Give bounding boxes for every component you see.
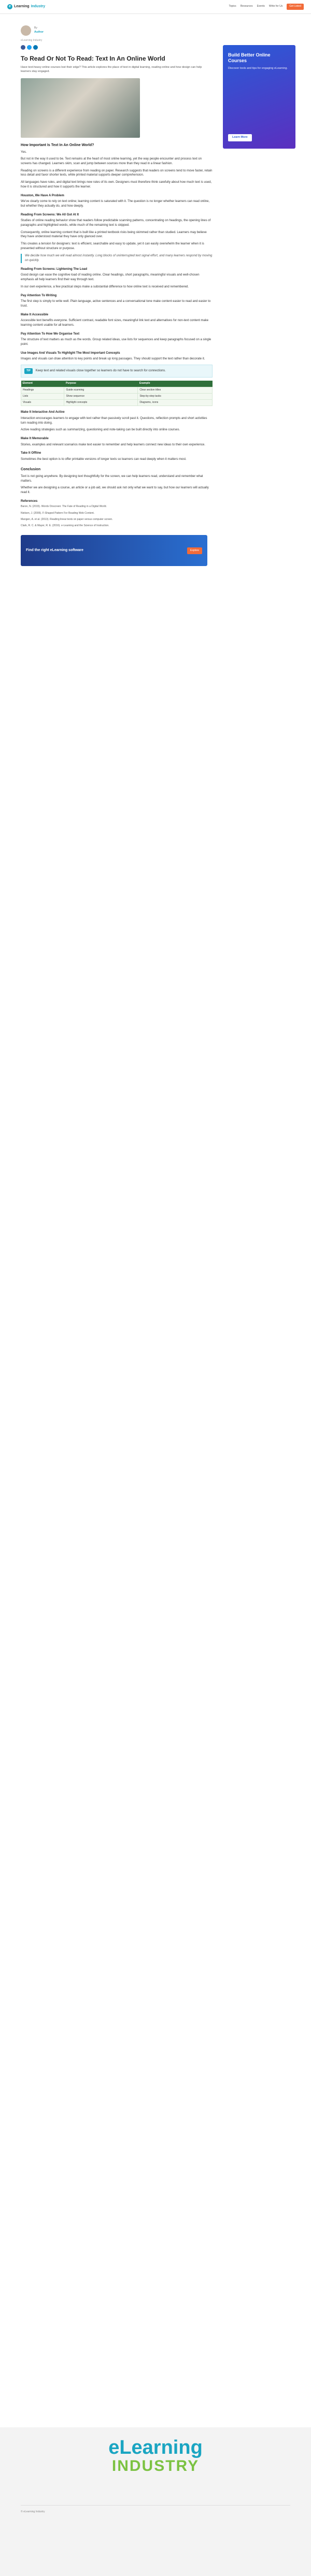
nav-item-resources[interactable]: Resources (240, 5, 253, 8)
footer (0, 2427, 311, 2576)
author-name-link[interactable]: Author (34, 30, 44, 34)
paragraph: Stories, examples and relevant scenarios make text easier to remember and help learners connect new ideas to their own experience. (21, 443, 205, 446)
author-block (21, 25, 213, 36)
table-row (21, 400, 213, 406)
paragraph: Good design can ease the cognitive load of reading online. Clear headings, short paragraphs, meaningful visuals and well-chosen emphasis all help learners find their way through text. (21, 273, 200, 282)
share-buttons (21, 45, 213, 50)
paragraph: All languages have rules, and digital text brings new rules of its own. Designers must therefore think carefully about how much text is used, how it is structured and how it supports the learner. (21, 181, 212, 189)
heading-offline: Take It Offline (21, 452, 41, 455)
paragraph: Images and visuals can draw attention to key points and break up long passages. They should support the text rather than decorate it. (21, 357, 205, 361)
heading-screens: Reading From Screens: We All Got At It (21, 213, 79, 216)
heading-interactive: Make It Interactive And Active (21, 411, 65, 414)
tip-badge: TIP (24, 368, 33, 374)
heading-images: Use Images And Visuals To Highlight The Most Important Concepts (21, 351, 120, 355)
reference-item[interactable]: Baron, N. (2015). Words Onscreen: The Fate of Reading in a Digital World. (21, 505, 107, 509)
publisher-label: eLearning Industry (21, 39, 43, 42)
table-cell: Lists (21, 393, 64, 399)
paragraph: Accessible text benefits everyone. Sufficient contrast, readable font sizes, meaningful link text and alternatives for non-text content make learning content usable for all learners. (21, 319, 209, 327)
hero-image (21, 78, 140, 138)
paragraph: Yes. (21, 150, 27, 154)
heading-memorable: Make It Memorable (21, 437, 49, 441)
sidebar (223, 45, 295, 149)
nav-item-write[interactable]: Write for Us (268, 5, 283, 8)
author-avatar[interactable] (21, 25, 31, 36)
heading-houston: Houston, We Have A Problem (21, 194, 64, 197)
table-header-cell: Purpose (64, 381, 138, 387)
table-cell: Guide scanning (64, 387, 138, 393)
footer-logo[interactable] (73, 2438, 238, 2474)
reference-item[interactable]: Nielsen, J. (2006). F-Shaped Pattern For Reading Web Content. (21, 511, 95, 515)
table-row (21, 387, 213, 393)
footer-copyright: © eLearning Industry (21, 2510, 45, 2513)
sidebar-ad-title: Build Better Online Courses (228, 52, 271, 63)
article (21, 14, 213, 573)
paragraph: Active reading strategies such as summarizing, questioning and note-taking can be built directly into online courses. (21, 428, 180, 432)
table-header-cell: Example (138, 381, 213, 387)
main-nav (229, 4, 304, 9)
author-by-label: By (34, 26, 37, 30)
footer-logo-line2: INDUSTRY (111, 2457, 200, 2474)
table-cell: Clear section titles (138, 387, 213, 393)
table-cell: Diagrams, icons (138, 400, 213, 406)
table-cell: Visuals (21, 400, 64, 406)
table-cell: Headings (21, 387, 64, 393)
heading-writing: Pay Attention To Writing (21, 294, 57, 297)
footer-divider (21, 2505, 290, 2506)
content-table (21, 381, 213, 406)
table-row (21, 393, 213, 399)
nav-item-events[interactable]: Events (257, 5, 265, 8)
heading-importance: How Important Is Text In An Online World? (21, 143, 94, 147)
paragraph: Text is not going anywhere. By designing text thoughtfully for the screen, we can help learners read, understand and remember what matters. (21, 474, 203, 483)
heading-accessible: Make It Accessible (21, 313, 49, 316)
paragraph: Interaction encourages learners to engage with text rather than passively scroll past it. Questions, reflection prompts and short activities turn reading into doing. (21, 417, 207, 425)
linkedin-icon[interactable] (33, 45, 38, 50)
paragraph: Whether we are designing a course, an article or a job aid, we should ask not only what we want to say, but how our learners will actually read it. (21, 486, 209, 495)
heading-conclusion: Conclusion (21, 467, 41, 471)
inline-ad-banner[interactable] (21, 535, 207, 566)
table-header-cell: Element (21, 381, 64, 387)
facebook-icon[interactable] (21, 45, 25, 50)
paragraph: Consequently, online learning content that is built like a printed textbook risks being skimmed rather than studied. Learners may believe they have understood material they have only glanced over. (21, 230, 207, 239)
logo-word-learning: Learning (14, 4, 30, 8)
article-lead: Have text-heavy online courses lost their edge? This article explores the place of text in digital learning, reading online and how design can help learners stay engaged. (21, 65, 202, 73)
page-body (0, 14, 311, 2576)
reference-item[interactable]: Clark, R. C. & Mayer, R. E. (2016). e-Learning and the Science of Instruction. (21, 524, 109, 528)
paragraph: The structure of text matters as much as the words. Group related ideas, use lists for sequences and keep paragraphs focused on a single point. (21, 338, 211, 346)
heading-lightening: Reading From Screens: Lightening The Load (21, 267, 88, 271)
table-cell: Show sequence (64, 393, 138, 399)
sidebar-ad-button[interactable]: Learn More (228, 134, 252, 141)
paragraph: This creates a tension for designers: text is efficient, searchable and easy to update, yet it can easily overwhelm the learner when it is presented without structure or purpose. (21, 242, 204, 250)
twitter-icon[interactable] (27, 45, 32, 50)
reference-item[interactable]: Mangen, A. et al. (2013). Reading linear texts on paper versus computer screen. (21, 517, 113, 521)
site-logo[interactable] (7, 4, 45, 9)
table-header-row (21, 381, 213, 387)
paragraph: In our own experience, a few practical steps make a substantial difference to how online text is received and remembered. (21, 285, 189, 288)
logo-word-industry: Industry (31, 4, 46, 8)
logo-mark-icon: e (7, 4, 12, 9)
footer-logo-line1: eLearning (108, 2437, 203, 2458)
paragraph: But not in the way it used to be. Text remains at the heart of most online learning, yet the way people encounter and process text on screens has changed. Learners skim, scan and jump between sources more than they read in a linear fashion. (21, 157, 202, 166)
references (21, 499, 213, 528)
heading-organise: Pay Attention To How We Organise Text (21, 332, 80, 336)
get-listed-button[interactable]: Get Listed (287, 4, 304, 9)
inline-ad-button[interactable]: Explore (187, 547, 202, 554)
sidebar-ad-subtitle: Discover tools and tips for engaging eLearning. (228, 66, 288, 70)
heading-references: References (21, 499, 38, 503)
inline-ad-text: Find the right eLearning software (26, 548, 83, 553)
paragraph: Studies of online reading behavior show that readers follow predictable scanning patterns, concentrating on headings, the opening lines of paragraphs and highlighted words, while much of the remaining text is skipped. (21, 219, 211, 227)
paragraph: Sometimes the best option is to offer printable versions of longer texts so learners can read deeply when it matters most. (21, 458, 187, 461)
top-navigation-bar (0, 0, 311, 14)
nav-item-topics[interactable]: Topics (229, 5, 236, 8)
paragraph: We've clearly come to rely on text online; learning content is saturated with it. The question is no longer whether learners can read online, but whether they actually do, and how deeply. (21, 200, 210, 208)
pull-quote: We decide how much we will read almost instantly. Long blocks of uninterrupted text signal effort, and many learners respond by moving on quickly. (21, 254, 213, 263)
sidebar-ad[interactable] (223, 45, 295, 149)
table-cell: Step-by-step tasks (138, 393, 213, 399)
article-title: To Read Or Not To Read: Text In An Online World (21, 55, 165, 63)
tip-text: Keep text and related visuals close together so learners do not have to search for connections. (35, 369, 166, 373)
paragraph: Reading on screens is a different experience from reading on paper. Research suggests that readers on screens tend to move faster, retain less detail and favor shorter texts, while printed material supports deeper comprehension. (21, 169, 213, 177)
table-cell: Highlight concepts (64, 400, 138, 406)
paragraph: The first step is simply to write well. Plain language, active sentences and a conversational tone make content easier to read and easier to trust. (21, 300, 211, 308)
tip-box (21, 365, 213, 378)
